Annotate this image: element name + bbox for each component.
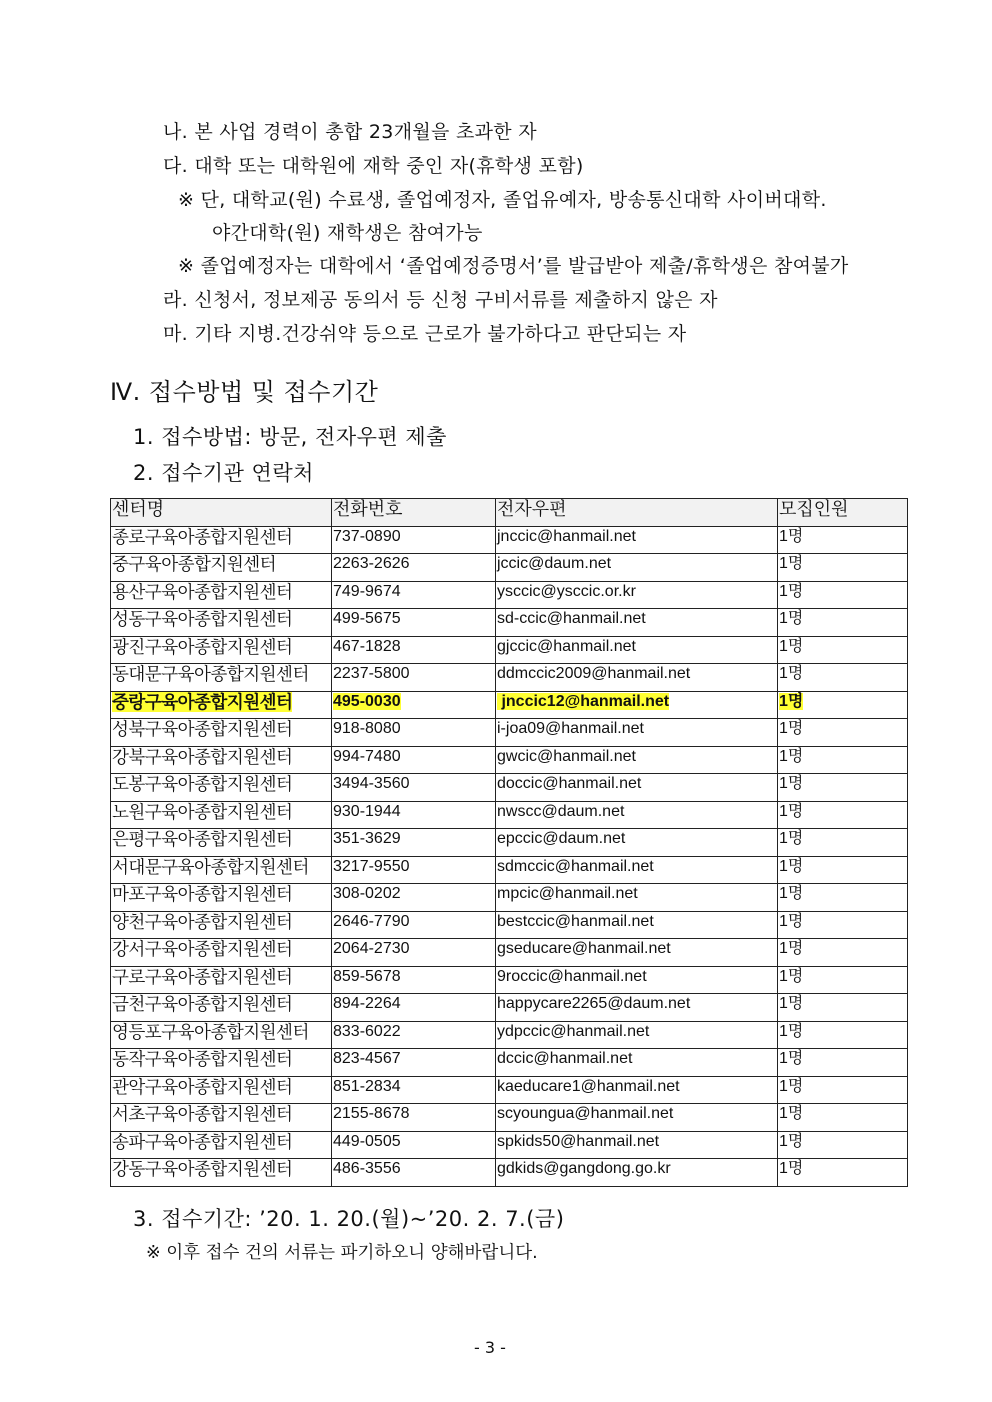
cell-phone xyxy=(332,911,496,939)
cell-email-text: gseducare@hanmail.net xyxy=(497,940,671,957)
cell-email-text: epccic@daum.net xyxy=(497,830,626,847)
cell-quota-text: 1명 xyxy=(779,1050,804,1067)
cell-phone xyxy=(332,801,496,829)
cell-phone xyxy=(332,994,496,1022)
cell-email xyxy=(496,691,778,719)
cell-quota xyxy=(778,884,908,912)
cell-email xyxy=(496,609,778,637)
cell-email-text: kaeducare1@hanmail.net xyxy=(497,1077,680,1095)
cell-center-name xyxy=(111,1076,332,1104)
cell-center-name-text: 강동구육아종합지원센터 xyxy=(112,1159,293,1179)
cell-email-text: mpcic@hanmail.net xyxy=(497,885,638,902)
cell-quota-text: 1명 xyxy=(779,720,804,737)
cell-quota xyxy=(778,554,908,582)
table-row xyxy=(111,994,908,1022)
cell-email xyxy=(496,636,778,664)
cell-quota-text: 1명 xyxy=(779,1160,804,1177)
table-row xyxy=(111,774,908,802)
cell-quota xyxy=(778,911,908,939)
cell-phone xyxy=(332,1131,496,1159)
cell-email xyxy=(496,884,778,912)
cell-center-name-text: 광진구육아종합지원센터 xyxy=(112,636,293,657)
cell-quota-text: 1명 xyxy=(779,1022,804,1040)
cell-phone-text: 930-1944 xyxy=(333,802,401,820)
cell-center-name-text: 중구육아종합지원센터 xyxy=(112,554,277,574)
cell-center-name-text: 동대문구육아종합지원센터 xyxy=(112,664,309,684)
cell-quota-text: 1명 xyxy=(779,830,804,847)
cell-center-name xyxy=(111,1104,332,1132)
cell-email-text: ysccic@ysccic.or.kr xyxy=(497,582,636,600)
table-row xyxy=(111,884,908,912)
cell-quota xyxy=(778,1104,908,1132)
table-row xyxy=(111,554,908,582)
exclusion-note-2: ※ 졸업예정자는 대학에서 ‘졸업예정증명서’를 발급받아 제출/휴학생은 참여불가 xyxy=(178,255,849,277)
cell-email xyxy=(496,581,778,609)
cell-email xyxy=(496,994,778,1022)
table-row xyxy=(111,966,908,994)
cell-email-text: dccic@hanmail.net xyxy=(497,1050,633,1067)
cell-phone xyxy=(332,609,496,637)
contacts-title: 2. 접수기관 연락처 xyxy=(133,461,314,485)
cell-quota-text: 1명 xyxy=(779,967,804,985)
header-phone: 전화번호 xyxy=(332,499,496,527)
cell-email-text: nwscc@daum.net xyxy=(497,802,625,820)
cell-phone-text: 449-0505 xyxy=(333,1132,401,1150)
cell-quota-text: 1명 xyxy=(779,582,804,600)
cell-quota xyxy=(778,581,908,609)
cell-phone xyxy=(332,636,496,664)
cell-phone xyxy=(332,939,496,967)
cell-center-name xyxy=(111,966,332,994)
cell-phone-text: 894-2264 xyxy=(333,995,401,1012)
cell-center-name-text: 강북구육아종합지원센터 xyxy=(112,746,293,767)
cell-email xyxy=(496,719,778,747)
cell-phone xyxy=(332,581,496,609)
table-row xyxy=(111,911,908,939)
table-row xyxy=(111,609,908,637)
cell-quota-text: 1명 xyxy=(779,802,804,820)
cell-phone-text: 823-4567 xyxy=(333,1050,401,1067)
cell-center-name-text: 성북구육아종합지원센터 xyxy=(112,719,293,739)
cell-email xyxy=(496,526,778,554)
cell-center-name xyxy=(111,609,332,637)
cell-center-name xyxy=(111,664,332,692)
cell-quota-text: 1명 xyxy=(779,527,804,545)
cell-quota xyxy=(778,829,908,857)
contacts-table xyxy=(110,498,908,1187)
cell-phone xyxy=(332,1021,496,1049)
table-row xyxy=(111,829,908,857)
header-email: 전자우편 xyxy=(496,499,778,527)
cell-quota-text: 1명 xyxy=(779,1077,804,1095)
header-quota: 모집인원 xyxy=(778,499,908,527)
cell-center-name xyxy=(111,911,332,939)
period-note: ※ 이후 접수 건의 서류는 파기하오니 양해바랍니다. xyxy=(146,1243,538,1263)
cell-quota xyxy=(778,636,908,664)
cell-quota-text: 1명 xyxy=(779,995,804,1012)
cell-center-name xyxy=(111,746,332,774)
page-number: - 3 - xyxy=(474,1338,506,1357)
cell-email-text: i-joa09@hanmail.net xyxy=(497,720,644,737)
cell-quota-text: 1명 xyxy=(779,1132,804,1150)
cell-phone xyxy=(332,884,496,912)
cell-email-text: doccic@hanmail.net xyxy=(497,775,642,792)
cell-quota-text: 1명 xyxy=(779,555,804,572)
cell-phone xyxy=(332,774,496,802)
exclusion-item-ra: 라. 신청서, 정보제공 동의서 등 신청 구비서류를 제출하지 않은 자 xyxy=(163,289,718,311)
table-row xyxy=(111,1131,908,1159)
cell-center-name xyxy=(111,801,332,829)
cell-phone-text: 486-3556 xyxy=(333,1160,401,1177)
cell-center-name-text: 은평구육아종합지원센터 xyxy=(112,829,293,849)
exclusion-note-1-cont: 야간대학(원) 재학생은 참여가능 xyxy=(212,222,483,244)
cell-center-name-text: 송파구육아종합지원센터 xyxy=(112,1131,293,1152)
cell-phone-text: 3494-3560 xyxy=(333,775,410,792)
cell-quota-text: 1명 xyxy=(779,885,804,902)
cell-quota xyxy=(778,691,908,719)
cell-center-name-text: 관악구육아종합지원센터 xyxy=(112,1076,293,1097)
cell-email-text: ydpccic@hanmail.net xyxy=(497,1022,650,1040)
cell-center-name-text: 동작구육아종합지원센터 xyxy=(112,1049,293,1069)
cell-email xyxy=(496,911,778,939)
cell-quota xyxy=(778,939,908,967)
cell-quota-text: 1명 xyxy=(779,1105,804,1122)
cell-phone xyxy=(332,1159,496,1187)
cell-email xyxy=(496,774,778,802)
cell-quota xyxy=(778,1076,908,1104)
cell-email xyxy=(496,664,778,692)
cell-email-text: happycare2265@daum.net xyxy=(497,995,691,1012)
cell-email xyxy=(496,554,778,582)
cell-phone xyxy=(332,856,496,884)
cell-center-name xyxy=(111,939,332,967)
cell-phone xyxy=(332,719,496,747)
table-row xyxy=(111,1076,908,1104)
cell-phone-text: 3217-9550 xyxy=(333,857,410,875)
cell-quota-text: 1명 xyxy=(779,912,804,930)
cell-phone xyxy=(332,691,496,719)
cell-phone-text: 851-2834 xyxy=(333,1077,401,1095)
cell-quota xyxy=(778,774,908,802)
cell-center-name xyxy=(111,774,332,802)
cell-phone-text: 833-6022 xyxy=(333,1022,401,1040)
cell-center-name xyxy=(111,829,332,857)
table-row xyxy=(111,801,908,829)
cell-quota-text: 1명 xyxy=(779,775,804,792)
cell-email-text: scyoungua@hanmail.net xyxy=(497,1105,674,1122)
application-period: 3. 접수기간: ’20. 1. 20.(월)~’20. 2. 7.(금) xyxy=(133,1207,565,1231)
cell-email xyxy=(496,1076,778,1104)
cell-center-name xyxy=(111,856,332,884)
table-row xyxy=(111,1021,908,1049)
application-method: 1. 접수방법: 방문, 전자우편 제출 xyxy=(133,425,447,449)
cell-phone xyxy=(332,966,496,994)
cell-center-name-text: 영등포구육아종합지원센터 xyxy=(112,1021,309,1042)
cell-center-name-text: 성동구육아종합지원센터 xyxy=(112,609,293,629)
exclusion-item-da: 다. 대학 또는 대학원에 재학 중인 자(휴학생 포함) xyxy=(163,155,584,177)
cell-email xyxy=(496,966,778,994)
cell-center-name xyxy=(111,1049,332,1077)
cell-quota xyxy=(778,1049,908,1077)
cell-phone-text: 994-7480 xyxy=(333,747,401,765)
cell-phone xyxy=(332,1049,496,1077)
table-row xyxy=(111,1104,908,1132)
cell-email-text: spkids50@hanmail.net xyxy=(497,1132,660,1150)
cell-email xyxy=(496,1021,778,1049)
cell-email xyxy=(496,801,778,829)
table-row xyxy=(111,1159,908,1187)
cell-quota xyxy=(778,856,908,884)
table-row xyxy=(111,636,908,664)
cell-center-name-text: 중랑구육아종합지원센터 xyxy=(112,691,293,712)
cell-quota xyxy=(778,1159,908,1187)
cell-phone-text: 749-9674 xyxy=(333,582,401,600)
cell-center-name-text: 노원구육아종합지원센터 xyxy=(112,801,293,822)
cell-center-name-text: 도봉구육아종합지원센터 xyxy=(112,774,293,794)
cell-email-text: sdmccic@hanmail.net xyxy=(497,857,654,875)
cell-center-name-text: 금천구육아종합지원센터 xyxy=(112,994,293,1014)
cell-center-name-text: 양천구육아종합지원센터 xyxy=(112,911,293,932)
cell-center-name-text: 강서구육아종합지원센터 xyxy=(112,939,293,959)
cell-email-text: sd-ccic@hanmail.net xyxy=(497,610,646,627)
cell-phone xyxy=(332,1076,496,1104)
cell-center-name xyxy=(111,636,332,664)
cell-email xyxy=(496,939,778,967)
cell-center-name-text: 용산구육아종합지원센터 xyxy=(112,581,293,602)
cell-quota xyxy=(778,1021,908,1049)
table-row xyxy=(111,664,908,692)
section-title: Ⅳ. 접수방법 및 접수기간 xyxy=(110,378,379,406)
cell-phone-text: 2064-2730 xyxy=(333,940,410,957)
cell-phone-text: 859-5678 xyxy=(333,967,401,985)
cell-quota xyxy=(778,801,908,829)
cell-phone-text: 351-3629 xyxy=(333,830,401,847)
cell-center-name xyxy=(111,719,332,747)
cell-email xyxy=(496,1131,778,1159)
exclusion-item-na: 나. 본 사업 경력이 총합 23개월을 초과한 자 xyxy=(163,121,537,143)
table-row xyxy=(111,691,908,719)
cell-email-text: jccic@daum.net xyxy=(497,555,612,572)
cell-center-name xyxy=(111,884,332,912)
cell-email xyxy=(496,856,778,884)
cell-center-name-text: 서대문구육아종합지원센터 xyxy=(112,856,309,877)
table-row xyxy=(111,526,908,554)
cell-phone-text: 308-0202 xyxy=(333,885,401,902)
cell-center-name-text: 구로구육아종합지원센터 xyxy=(112,966,293,987)
table-header-row xyxy=(111,499,908,527)
cell-center-name xyxy=(111,994,332,1022)
cell-phone xyxy=(332,554,496,582)
exclusion-note-1: ※ 단, 대학교(원) 수료생, 졸업예정자, 졸업유예자, 방송통신대학 사이버대학. xyxy=(178,189,827,211)
cell-center-name xyxy=(111,1021,332,1049)
cell-email-text: gjccic@hanmail.net xyxy=(497,637,636,655)
cell-quota xyxy=(778,746,908,774)
cell-phone xyxy=(332,664,496,692)
cell-quota-text: 1명 xyxy=(779,665,804,682)
cell-phone xyxy=(332,526,496,554)
cell-email-text: gwcic@hanmail.net xyxy=(497,747,636,765)
cell-quota xyxy=(778,609,908,637)
cell-email xyxy=(496,1159,778,1187)
table-row xyxy=(111,1049,908,1077)
cell-email-text: jnccic12@hanmail.net xyxy=(497,692,670,710)
cell-email xyxy=(496,1104,778,1132)
cell-center-name xyxy=(111,1131,332,1159)
cell-quota-text: 1명 xyxy=(779,610,804,627)
cell-center-name-text: 마포구육아종합지원센터 xyxy=(112,884,293,904)
cell-quota xyxy=(778,719,908,747)
cell-phone xyxy=(332,746,496,774)
cell-phone-text: 2646-7790 xyxy=(333,912,410,930)
cell-center-name xyxy=(111,554,332,582)
cell-phone xyxy=(332,829,496,857)
table-row xyxy=(111,581,908,609)
cell-email-text: jnccic@hanmail.net xyxy=(497,527,636,545)
cell-email-text: bestccic@hanmail.net xyxy=(497,912,654,930)
exclusion-item-ma: 마. 기타 지병.건강쉬약 등으로 근로가 불가하다고 판단되는 자 xyxy=(163,323,687,345)
cell-email-text: 9roccic@hanmail.net xyxy=(497,967,647,985)
table-row xyxy=(111,939,908,967)
cell-center-name xyxy=(111,1159,332,1187)
cell-email xyxy=(496,746,778,774)
cell-email-text: ddmccic2009@hanmail.net xyxy=(497,665,691,682)
cell-quota-text: 1명 xyxy=(779,747,804,765)
cell-quota-text: 1명 xyxy=(779,940,804,957)
cell-center-name xyxy=(111,526,332,554)
cell-phone-text: 737-0890 xyxy=(333,527,401,545)
cell-quota-text: 1명 xyxy=(779,857,804,875)
cell-center-name xyxy=(111,691,332,719)
cell-phone-text: 2263-2626 xyxy=(333,555,410,572)
cell-phone-text: 495-0030 xyxy=(333,692,401,710)
cell-phone-text: 2155-8678 xyxy=(333,1105,410,1122)
cell-phone xyxy=(332,1104,496,1132)
table-row xyxy=(111,719,908,747)
cell-quota xyxy=(778,966,908,994)
cell-quota-text: 1명 xyxy=(779,637,804,655)
cell-center-name xyxy=(111,581,332,609)
cell-quota xyxy=(778,994,908,1022)
cell-quota-text: 1명 xyxy=(779,692,804,710)
cell-phone-text: 467-1828 xyxy=(333,637,401,655)
cell-center-name-text: 서초구육아종합지원센터 xyxy=(112,1104,293,1124)
table-row xyxy=(111,746,908,774)
cell-email-text: gdkids@gangdong.go.kr xyxy=(497,1160,671,1177)
cell-phone-text: 2237-5800 xyxy=(333,665,410,682)
cell-email xyxy=(496,1049,778,1077)
cell-center-name-text: 종로구육아종합지원센터 xyxy=(112,526,293,547)
cell-email xyxy=(496,829,778,857)
cell-phone-text: 918-8080 xyxy=(333,720,401,737)
table-row xyxy=(111,856,908,884)
cell-quota xyxy=(778,664,908,692)
cell-phone-text: 499-5675 xyxy=(333,610,401,627)
cell-quota xyxy=(778,526,908,554)
header-center-name: 센터명 xyxy=(111,499,332,527)
table-body xyxy=(111,526,908,1186)
cell-quota xyxy=(778,1131,908,1159)
